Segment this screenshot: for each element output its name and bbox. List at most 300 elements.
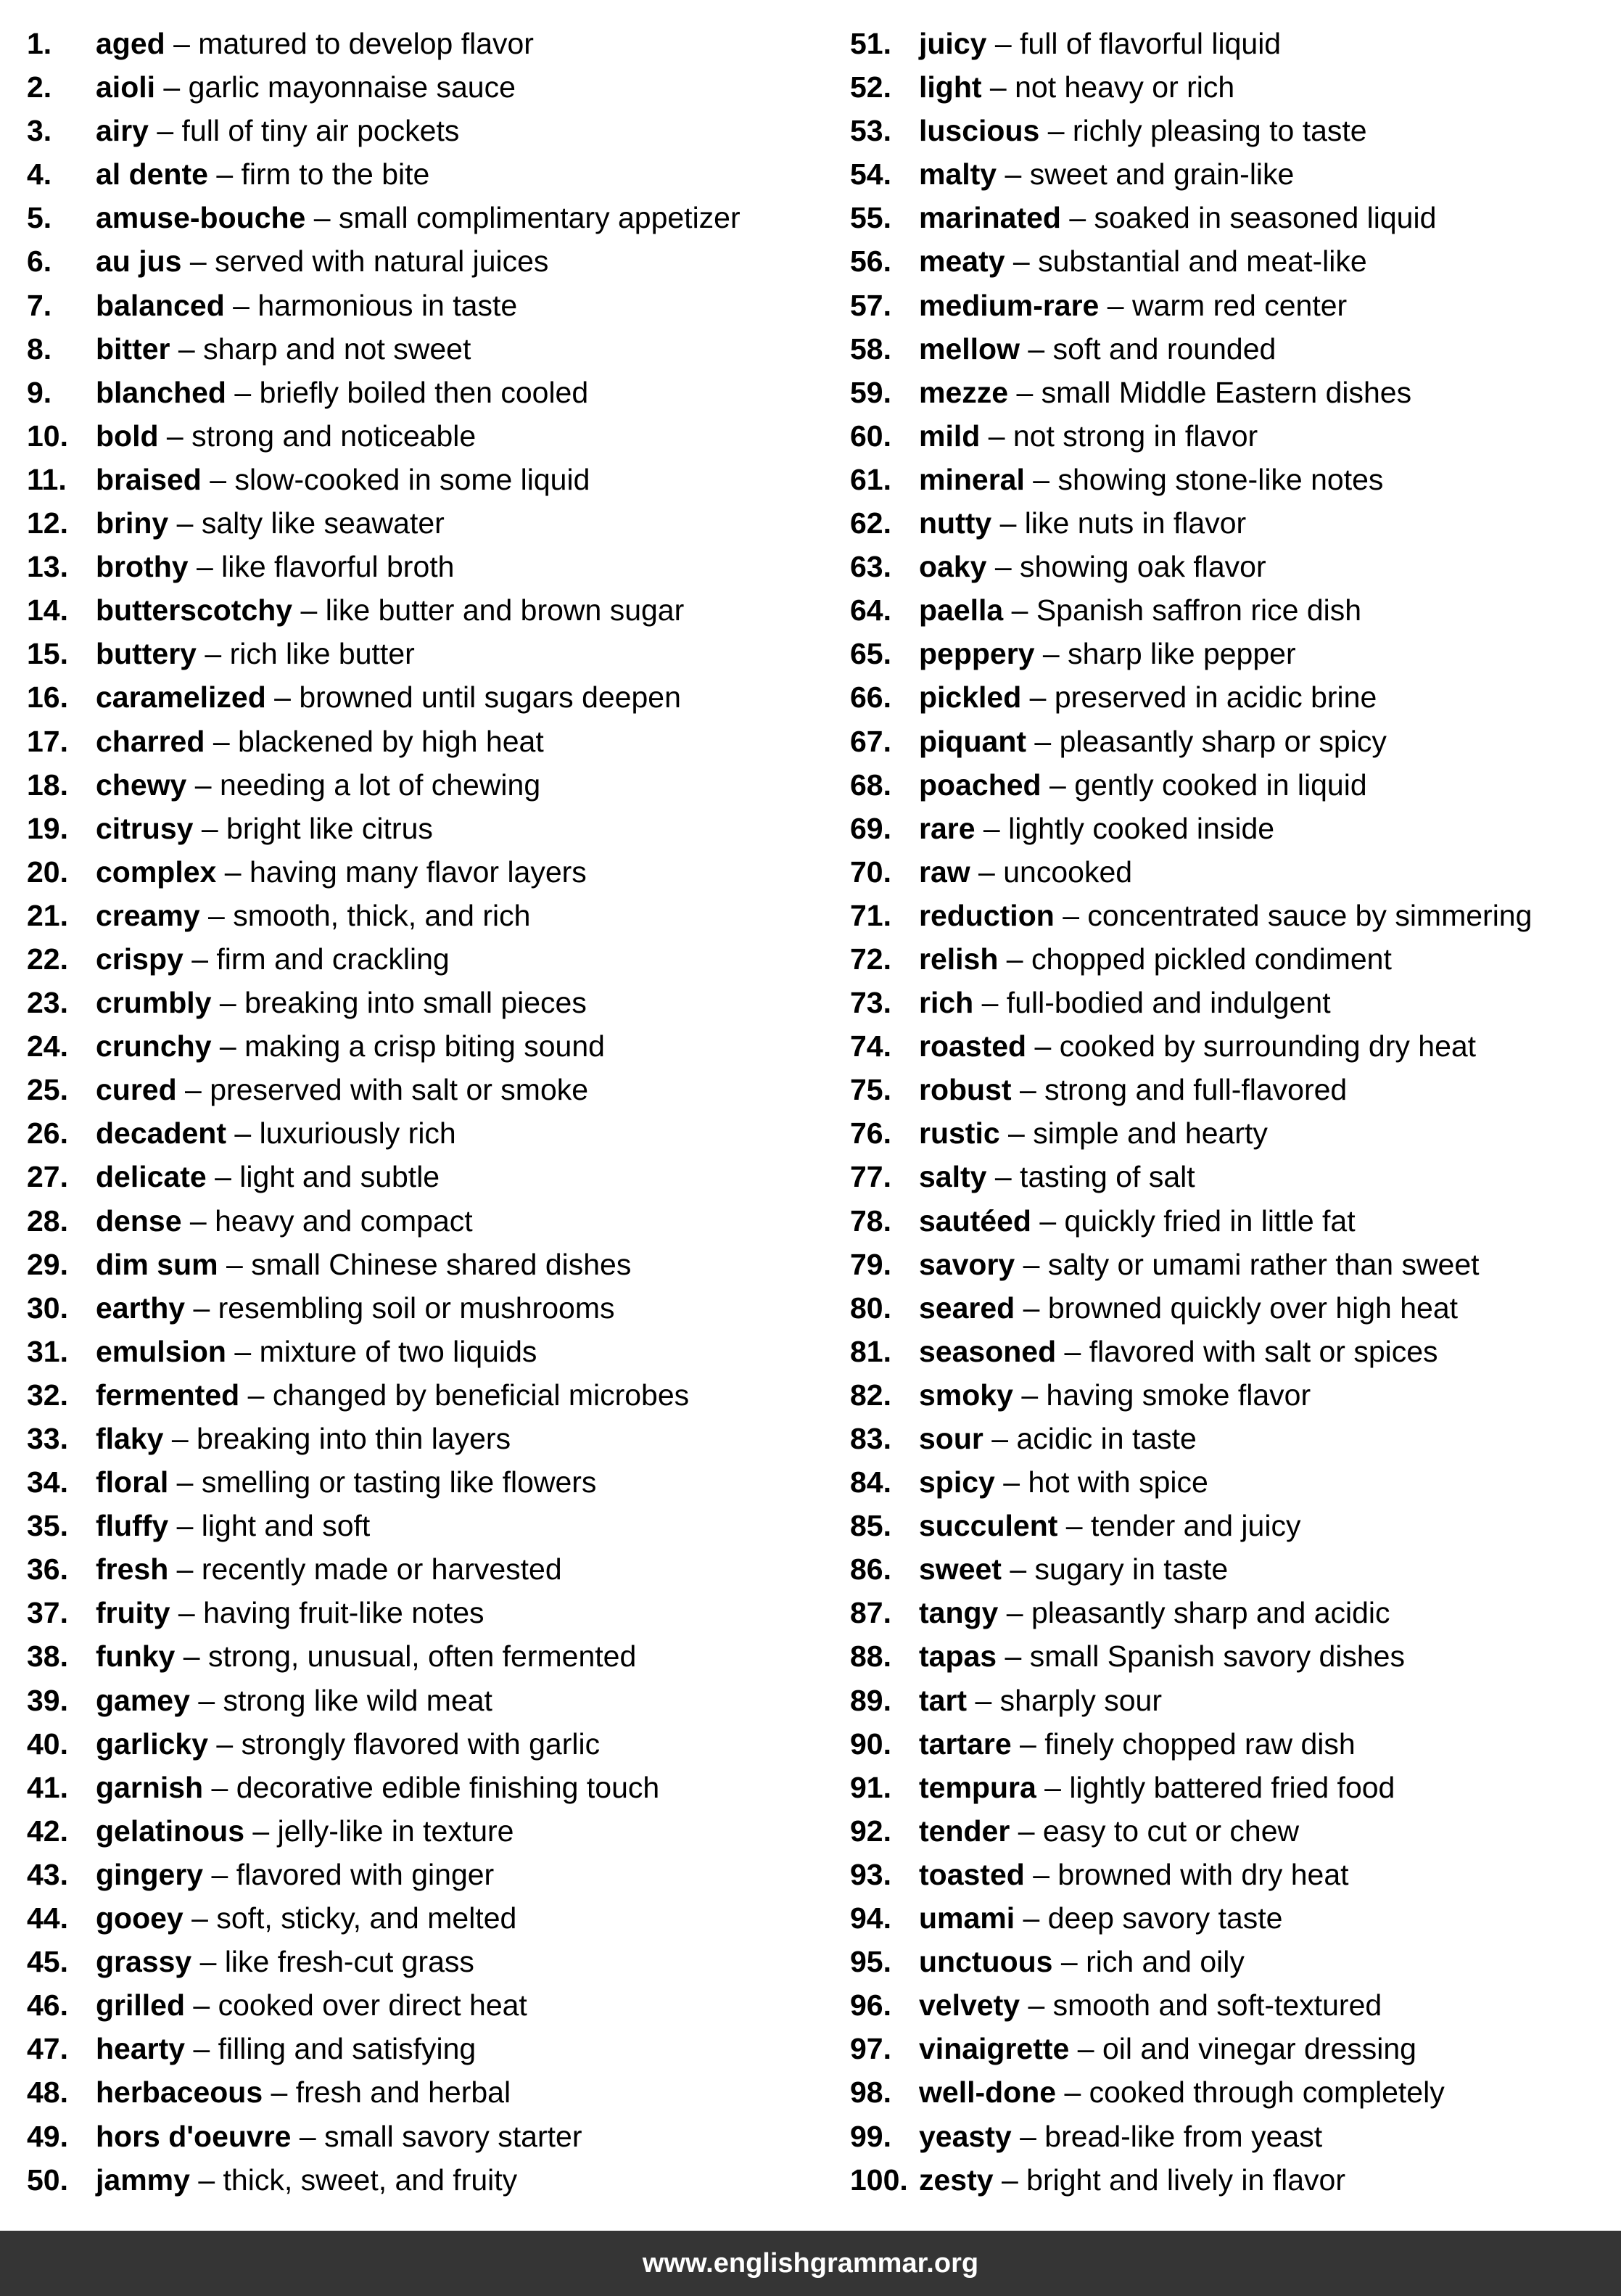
dash-separator: – <box>265 680 300 715</box>
item-term: bold <box>96 419 159 453</box>
item-number: 40. <box>27 1727 68 1761</box>
dash-separator: – <box>224 288 258 322</box>
item-definition: strongly flavored with garlic <box>241 1727 601 1761</box>
item-number: 33. <box>27 1422 68 1455</box>
item-definition: simple and hearty <box>1033 1116 1268 1151</box>
item-term: tartare <box>919 1727 1012 1761</box>
list-item <box>850 109 1619 152</box>
list-item <box>850 1634 1619 1678</box>
list-item <box>850 1940 1619 1983</box>
item-term: delicate <box>96 1160 207 1194</box>
item-term: meaty <box>919 244 1005 279</box>
item-definition: browned until sugars deepen <box>299 680 681 715</box>
item-number: 13. <box>27 550 68 584</box>
item-definition: like nuts in flavor <box>1024 506 1247 540</box>
item-term: briny <box>96 506 169 540</box>
dash-separator: – <box>1015 1247 1048 1281</box>
item-definition: having fruit-like notes <box>203 1596 484 1630</box>
item-term: malty <box>919 157 997 192</box>
item-number: 11. <box>27 462 67 496</box>
item-definition: smelling or tasting like flowers <box>201 1465 597 1499</box>
item-number: 8. <box>27 332 52 366</box>
item-definition: gently cooked in liquid <box>1074 768 1367 802</box>
dash-separator: – <box>1056 2075 1089 2110</box>
list-item <box>27 1373 825 1417</box>
dash-separator: – <box>1003 593 1036 628</box>
item-term: salty <box>919 1160 987 1194</box>
item-number: 73. <box>850 986 891 1020</box>
item-number: 56. <box>850 244 891 279</box>
dash-separator: – <box>999 1116 1034 1151</box>
dash-separator: – <box>1008 375 1042 409</box>
dash-separator: – <box>1024 1857 1058 1891</box>
item-definition: small Middle Eastern dishes <box>1041 375 1412 409</box>
item-number: 26. <box>27 1116 68 1151</box>
dash-separator: – <box>983 1422 1017 1455</box>
item-definition: not strong in flavor <box>1012 419 1258 453</box>
dash-separator: – <box>973 986 1007 1020</box>
item-term: au jus <box>96 244 182 279</box>
list-item <box>850 1286 1619 1330</box>
item-term: emulsion <box>96 1334 226 1368</box>
list-item <box>27 1504 825 1547</box>
list-item <box>850 1853 1619 1896</box>
dash-separator: – <box>191 1945 225 1979</box>
list-item <box>27 1286 825 1330</box>
item-number: 69. <box>850 811 891 845</box>
dash-separator: – <box>189 2163 223 2197</box>
item-definition: blackened by high heat <box>238 724 544 758</box>
list-item <box>27 1068 825 1111</box>
list-item <box>850 1111 1619 1155</box>
dash-separator: – <box>1005 244 1039 279</box>
item-number: 46. <box>27 1988 68 2023</box>
item-term: raw <box>919 855 970 889</box>
item-definition: strong, unusual, often fermented <box>207 1639 637 1674</box>
list-item <box>27 1330 825 1373</box>
list-item <box>850 894 1619 937</box>
item-term: earthy <box>96 1291 186 1325</box>
list-item <box>850 2158 1619 2202</box>
item-definition: deep savory taste <box>1047 1901 1283 1935</box>
list-item <box>27 1417 825 1460</box>
item-definition: chopped pickled condiment <box>1031 942 1392 976</box>
item-definition: rich and oily <box>1086 1945 1245 1979</box>
item-definition: strong and noticeable <box>191 419 477 453</box>
dash-separator: – <box>176 1073 210 1107</box>
dash-separator: – <box>168 1465 202 1499</box>
dash-separator: – <box>183 942 217 976</box>
item-number: 45. <box>27 1945 68 1979</box>
item-definition: full-bodied and indulgent <box>1006 986 1331 1020</box>
dash-separator: – <box>165 27 199 60</box>
item-number: 54. <box>850 157 891 192</box>
item-definition: changed by beneficial microbes <box>272 1378 690 1412</box>
item-number: 100. <box>850 2163 908 2197</box>
item-definition: pleasantly sharp or spicy <box>1059 724 1387 758</box>
dash-separator: – <box>186 768 220 802</box>
list-item <box>850 763 1619 807</box>
item-number: 86. <box>850 1552 891 1587</box>
list-item <box>27 675 825 719</box>
list-item <box>27 196 825 239</box>
item-number: 60. <box>850 419 891 453</box>
item-definition: jelly-like in texture <box>277 1814 514 1848</box>
list-item <box>850 2027 1619 2070</box>
dash-separator: – <box>993 2163 1027 2197</box>
item-number: 83. <box>850 1422 891 1455</box>
item-number: 88. <box>850 1639 891 1674</box>
item-definition: salty like seawater <box>201 506 445 540</box>
item-term: luscious <box>919 114 1040 148</box>
dash-separator: – <box>1056 1334 1089 1368</box>
dash-separator: – <box>193 811 227 845</box>
item-number: 27. <box>27 1160 68 1194</box>
item-number: 96. <box>850 1988 891 2023</box>
item-number: 50. <box>27 2163 68 2197</box>
item-definition: smooth and soft-textured <box>1052 1988 1382 2023</box>
dash-separator: – <box>239 1378 273 1412</box>
item-definition: browned quickly over high heat <box>1047 1291 1459 1325</box>
list-item <box>850 632 1619 675</box>
list-item <box>27 720 825 763</box>
list-item <box>27 1983 825 2027</box>
item-term: chewy <box>96 768 187 802</box>
list-item <box>27 284 825 327</box>
item-definition: needing a lot of chewing <box>219 768 541 802</box>
list-item <box>27 937 825 981</box>
item-number: 6. <box>27 244 52 279</box>
dash-separator: – <box>1001 1552 1035 1587</box>
item-number: 51. <box>850 27 891 60</box>
list-item <box>850 850 1619 894</box>
list-item <box>850 284 1619 327</box>
item-definition: rich like butter <box>229 637 415 671</box>
dash-separator: – <box>997 1639 1030 1674</box>
item-term: buttery <box>96 637 197 671</box>
list-item <box>850 1547 1619 1591</box>
item-definition: preserved with salt or smoke <box>210 1073 589 1107</box>
item-definition: tender and juicy <box>1090 1509 1301 1543</box>
item-definition: full of flavorful liquid <box>1020 27 1282 60</box>
item-number: 4. <box>27 157 52 192</box>
item-term: mellow <box>919 332 1020 366</box>
item-definition: cooked over direct heat <box>218 1988 527 2023</box>
item-number: 35. <box>27 1509 68 1543</box>
item-number: 90. <box>850 1727 891 1761</box>
list-item <box>850 1330 1619 1373</box>
list-item <box>27 22 825 65</box>
item-definition: uncooked <box>1003 855 1133 889</box>
item-number: 22. <box>27 942 68 976</box>
item-definition: soaked in seasoned liquid <box>1094 201 1437 235</box>
item-definition: making a crisp biting sound <box>244 1029 605 1063</box>
dash-separator: – <box>975 811 1009 845</box>
item-number: 99. <box>850 2119 891 2153</box>
item-term: sautéed <box>919 1203 1031 1238</box>
item-number: 71. <box>850 898 891 932</box>
item-number: 53. <box>850 114 891 148</box>
list-item <box>27 1809 825 1853</box>
item-definition: harmonious in taste <box>257 288 518 322</box>
list-item <box>850 2115 1619 2158</box>
item-term: braised <box>96 462 202 496</box>
list-item <box>27 1766 825 1809</box>
item-number: 75. <box>850 1073 891 1107</box>
item-definition: not heavy or rich <box>1015 70 1235 104</box>
item-number: 57. <box>850 288 891 322</box>
item-term: mezze <box>919 375 1009 409</box>
item-number: 94. <box>850 1901 891 1935</box>
item-definition: sweet and grain-like <box>1029 157 1295 192</box>
item-definition: showing stone-like notes <box>1057 462 1384 496</box>
list-item <box>27 371 825 414</box>
item-number: 80. <box>850 1291 891 1325</box>
item-definition: matured to develop flavor <box>198 27 534 60</box>
item-definition: cooked through completely <box>1089 2075 1445 2110</box>
list-item <box>850 1809 1619 1853</box>
item-term: funky <box>96 1639 176 1674</box>
list-item <box>850 65 1619 109</box>
dash-separator: – <box>1026 1029 1060 1063</box>
dash-separator: – <box>986 1160 1020 1194</box>
item-term: dense <box>96 1203 182 1238</box>
item-definition: quickly fried in little fat <box>1064 1203 1356 1238</box>
item-definition: sharp like pepper <box>1068 637 1296 671</box>
item-number: 24. <box>27 1029 68 1063</box>
item-definition: recently made or harvested <box>201 1552 562 1587</box>
item-term: aioli <box>96 70 156 104</box>
list-item <box>850 1417 1619 1460</box>
dash-separator: – <box>1054 898 1088 932</box>
list-item <box>850 1983 1619 2027</box>
dash-separator: – <box>1011 1073 1045 1107</box>
item-term: airy <box>96 114 149 148</box>
dash-separator: – <box>1015 1291 1048 1325</box>
item-number: 20. <box>27 855 68 889</box>
dash-separator: – <box>189 1683 223 1717</box>
dash-separator: – <box>168 506 202 540</box>
item-definition: preserved in acidic brine <box>1054 680 1377 715</box>
item-term: bitter <box>96 332 170 366</box>
list-item <box>27 1591 825 1634</box>
item-term: roasted <box>919 1029 1027 1063</box>
dash-separator: – <box>158 419 192 453</box>
item-term: decadent <box>96 1116 226 1151</box>
list-item <box>27 239 825 283</box>
dash-separator: – <box>1034 637 1068 671</box>
item-term: gingery <box>96 1857 204 1891</box>
list-item <box>27 981 825 1024</box>
dash-separator: – <box>1011 2119 1045 2153</box>
item-term: relish <box>919 942 999 976</box>
item-term: jammy <box>96 2163 190 2197</box>
item-number: 62. <box>850 506 891 540</box>
footer-website: www.englishgrammar.org <box>642 2247 979 2279</box>
list-item <box>27 1634 825 1678</box>
item-term: fluffy <box>96 1509 169 1543</box>
list-item <box>850 1155 1619 1198</box>
item-definition: having smoke flavor <box>1046 1378 1311 1412</box>
item-term: medium-rare <box>919 288 1100 322</box>
item-definition: slow-cooked in some liquid <box>234 462 590 496</box>
dash-separator: – <box>168 1552 202 1587</box>
dash-separator: – <box>980 419 1013 453</box>
list-item <box>850 1896 1619 1940</box>
item-definition: sharply sour <box>999 1683 1162 1717</box>
list-item <box>850 937 1619 981</box>
item-number: 49. <box>27 2119 68 2153</box>
dash-separator: – <box>226 375 260 409</box>
item-term: tapas <box>919 1639 997 1674</box>
item-definition: like flavorful broth <box>221 550 455 584</box>
list-item <box>27 545 825 588</box>
dash-separator: – <box>1019 332 1053 366</box>
item-number: 32. <box>27 1378 68 1412</box>
item-term: al dente <box>96 157 208 192</box>
item-definition: decorative edible finishing touch <box>236 1770 660 1804</box>
item-number: 76. <box>850 1116 891 1151</box>
item-definition: warm red center <box>1131 288 1348 322</box>
list-item <box>27 1024 825 1068</box>
item-definition: soft, sticky, and melted <box>216 1901 517 1935</box>
dash-separator: – <box>181 244 215 279</box>
dash-separator: – <box>1041 768 1075 802</box>
item-definition: served with natural juices <box>215 244 549 279</box>
dash-separator: – <box>181 1203 215 1238</box>
item-number: 19. <box>27 811 68 845</box>
item-term: unctuous <box>919 1945 1053 1979</box>
item-definition: sharp and not sweet <box>203 332 471 366</box>
item-number: 23. <box>27 986 68 1020</box>
dash-separator: – <box>263 2075 296 2110</box>
item-number: 79. <box>850 1247 891 1281</box>
item-definition: showing oak flavor <box>1020 550 1266 584</box>
item-number: 41. <box>27 1770 68 1804</box>
item-definition: hot with spice <box>1028 1465 1208 1499</box>
dash-separator: – <box>998 1596 1031 1630</box>
item-term: toasted <box>919 1857 1025 1891</box>
item-term: amuse-bouche <box>96 201 306 235</box>
item-term: grilled <box>96 1988 186 2023</box>
item-number: 95. <box>850 1945 891 1979</box>
item-number: 78. <box>850 1203 891 1238</box>
list-item <box>27 807 825 850</box>
list-item <box>850 588 1619 632</box>
item-number: 18. <box>27 768 68 802</box>
item-definition: salty or umami rather than sweet <box>1047 1247 1480 1281</box>
list-item <box>850 1766 1619 1809</box>
item-number: 44. <box>27 1901 68 1935</box>
dash-separator: – <box>205 724 239 758</box>
item-term: gamey <box>96 1683 190 1717</box>
dash-separator: – <box>1020 1988 1053 2023</box>
dash-separator: – <box>994 1465 1028 1499</box>
item-definition: thick, sweet, and fruity <box>223 2163 518 2197</box>
dash-separator: – <box>998 942 1031 976</box>
list-item <box>27 1155 825 1198</box>
list-item <box>27 2115 825 2158</box>
item-term: oaky <box>919 550 987 584</box>
item-definition: flavored with ginger <box>236 1857 495 1891</box>
list-item <box>850 414 1619 458</box>
item-number: 70. <box>850 855 891 889</box>
item-number: 98. <box>850 2075 891 2110</box>
item-term: peppery <box>919 637 1035 671</box>
item-term: gelatinous <box>96 1814 245 1848</box>
list-item <box>27 2158 825 2202</box>
item-definition: mixture of two liquids <box>259 1334 537 1368</box>
item-definition: strong and full-flavored <box>1044 1073 1348 1107</box>
item-definition: easy to cut or chew <box>1042 1814 1300 1848</box>
dash-separator: – <box>1052 1945 1086 1979</box>
dash-separator: – <box>196 637 230 671</box>
list-item <box>27 2070 825 2114</box>
item-definition: firm to the bite <box>241 157 430 192</box>
item-term: butterscotchy <box>96 593 293 628</box>
item-definition: concentrated sauce by simmering <box>1087 898 1533 932</box>
item-definition: fresh and herbal <box>295 2075 511 2110</box>
item-number: 77. <box>850 1160 891 1194</box>
item-term: charred <box>96 724 205 758</box>
item-term: seasoned <box>919 1334 1057 1368</box>
item-number: 10. <box>27 419 68 453</box>
item-number: 34. <box>27 1465 68 1499</box>
item-term: rich <box>919 986 974 1020</box>
item-definition: flavored with salt or spices <box>1089 1334 1438 1368</box>
item-term: pickled <box>919 680 1022 715</box>
dash-separator: – <box>997 157 1030 192</box>
item-number: 61. <box>850 462 891 496</box>
dash-separator: – <box>206 1160 240 1194</box>
item-number: 7. <box>27 288 52 322</box>
list-item <box>27 501 825 545</box>
list-item <box>850 1679 1619 1722</box>
item-number: 5. <box>27 201 52 235</box>
item-term: mineral <box>919 462 1025 496</box>
item-definition: acidic in taste <box>1016 1422 1197 1455</box>
item-number: 39. <box>27 1683 68 1717</box>
vocab-list-right <box>850 22 1619 2202</box>
item-number: 97. <box>850 2032 891 2066</box>
item-number: 43. <box>27 1857 68 1891</box>
list-item <box>27 2027 825 2070</box>
item-number: 14. <box>27 593 68 628</box>
item-definition: having many flavor layers <box>249 855 587 889</box>
item-term: spicy <box>919 1465 995 1499</box>
item-definition: Spanish saffron rice dish <box>1036 593 1362 628</box>
item-term: brothy <box>96 550 189 584</box>
item-term: yeasty <box>919 2119 1012 2153</box>
dash-separator: – <box>185 1988 218 2023</box>
item-term: fruity <box>96 1596 170 1630</box>
item-term: caramelized <box>96 680 266 715</box>
dash-separator: – <box>148 114 182 148</box>
list-item <box>27 850 825 894</box>
item-number: 38. <box>27 1639 68 1674</box>
dash-separator: – <box>967 1683 1000 1717</box>
dash-separator: – <box>991 506 1025 540</box>
item-number: 9. <box>27 375 52 409</box>
item-term: creamy <box>96 898 200 932</box>
item-definition: briefly boiled then cooled <box>259 375 589 409</box>
dash-separator: – <box>1024 462 1058 496</box>
item-term: succulent <box>919 1509 1058 1543</box>
item-definition: pleasantly sharp and acidic <box>1031 1596 1390 1630</box>
item-number: 59. <box>850 375 891 409</box>
item-definition: smooth, thick, and rich <box>233 898 531 932</box>
item-definition: lightly cooked inside <box>1008 811 1275 845</box>
